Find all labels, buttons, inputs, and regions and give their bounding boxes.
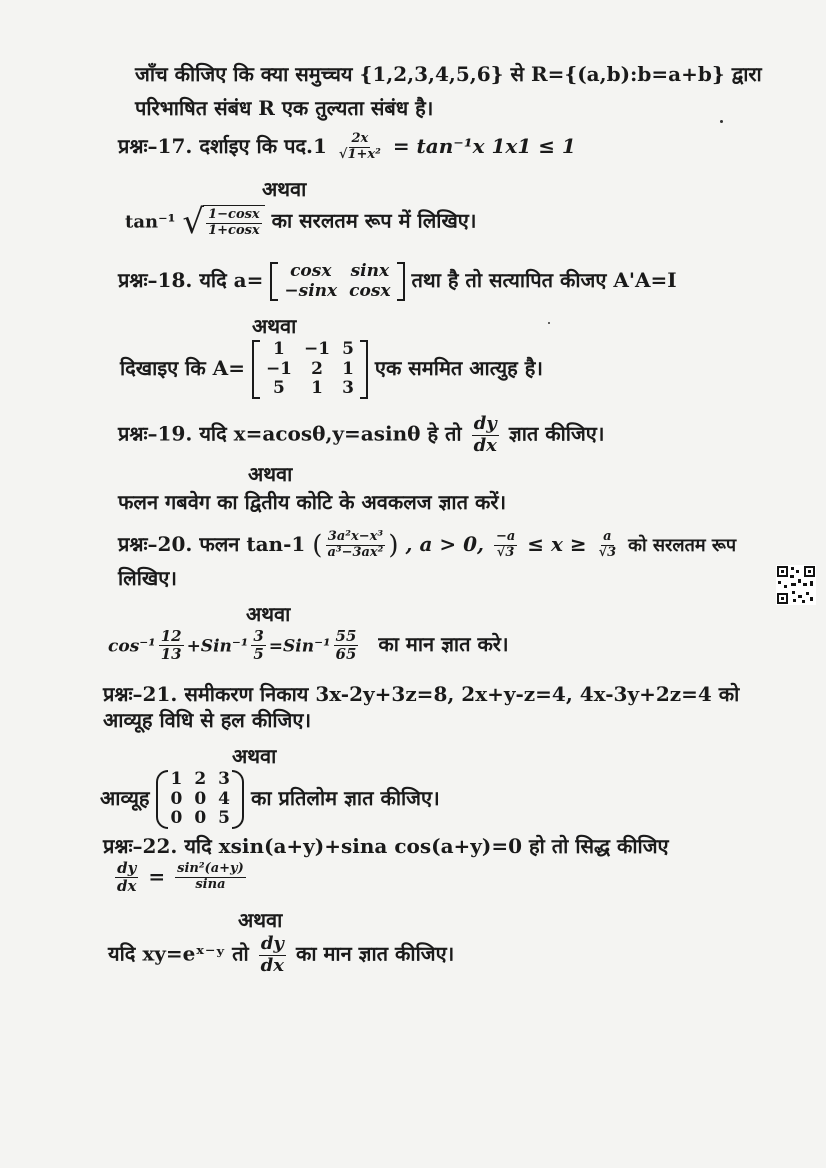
matrix-cell: 3 [218,769,230,789]
q18-or: अथवा [252,314,297,338]
q20-fraction [325,530,385,561]
q22-equals: = [148,864,166,889]
q22-lhs-num: dy [117,859,137,877]
q17-alt-fraction [206,208,262,239]
q20-alt-plus: +Sin⁻¹ [186,636,249,657]
q20-mid2: ≤ x ≥ [527,531,587,556]
q18-alt [120,340,543,399]
q17-alt-den: 1+cosx [208,222,260,238]
q17-alt [125,202,477,242]
q20-alt-f1-den: 13 [160,645,182,664]
q17-alt-pre: tan⁻¹ [125,211,176,233]
matrix-cell: 1 [170,769,183,789]
q20-fraction3 [597,530,619,561]
q17-rhs: = tan⁻¹x 1x1 ≤ 1 [392,133,576,158]
q16-line2: परिभाषित संबंध R एक तुल्यता संबंध है। [135,96,434,120]
q19-frac-num: dy [473,413,497,434]
q21-or: अथवा [232,744,277,768]
q22-eq [112,860,249,896]
q20-label: प्रश्नः–20. फलन tan-1 [118,531,306,556]
q18-post: तथा है तो सत्यापित कीजए A'A=I [411,268,677,293]
matrix-cell: −1 [304,339,331,359]
q21-line1: प्रश्नः–21. समीकरण निकाय 3x-2y+3z=8, 2x+y-z=4, 4x-3y+2z=4 को [103,682,740,706]
q20-f2-num: −a [495,529,516,544]
q21-alt-post: का प्रतिलोम ज्ञात कीजिए। [250,785,440,810]
matrix-cell: 0 [194,808,207,829]
matrix-cell: cosx [349,280,391,301]
q20-alt-cos: cos⁻¹ [108,636,156,657]
q17-question [118,132,576,163]
q17-or: अथवा [262,177,307,201]
q21-alt [100,770,440,829]
matrix-cell: −1 [265,358,293,379]
matrix-cell: 2 [194,769,207,789]
q17-alt-num: 1−cosx [208,207,260,222]
matrix-cell: −sinx [284,280,338,301]
scan-speck [720,120,723,123]
q20-alt [108,628,509,664]
qr-code-icon [776,565,816,605]
q22-alt-fraction [259,934,286,976]
matrix-cell: 3 [342,378,354,399]
q19-or: अथवा [248,462,293,486]
matrix-cell: cosx [290,261,332,281]
matrix-cell: 1 [273,339,285,359]
q22-alt-post: का मान ज्ञात कीजिए। [295,941,455,966]
q19-label: प्रश्नः–19. यदि x=acosθ,y=asinθ हे तो [118,421,462,446]
q22-line1: प्रश्नः–22. यदि xsin(a+y)+sina cos(a+y)=0 हो तो सिद्ध कीजिए [103,834,669,858]
q22-or: अथवा [238,908,283,932]
matrix-cell: 1 [311,378,323,399]
q19-post: ज्ञात कीजिए। [508,421,605,446]
q22-rhs-num: sin²(a+y) [177,861,244,877]
q17-frac-den: √1+x² [338,146,381,162]
q21-alt-matrix [156,770,244,829]
scan-speck [548,322,550,324]
q17-alt-post: का सरलतम रूप में लिखिए। [271,208,477,233]
q20-alt-f1-num: 12 [160,627,182,645]
q19-frac-den: dx [473,434,497,456]
q20-f3-den: √3 [598,544,617,560]
matrix-cell: 4 [218,788,230,809]
matrix-cell: 0 [194,788,207,809]
q20-alt-f3 [334,628,359,664]
q20-mid: , a > 0, [405,531,484,556]
q19-alt: फलन गबवेग का द्वितीय कोटि के अवकलज ज्ञात करें। [118,490,507,514]
q18-alt-pre: दिखाइए कि A= [120,355,245,380]
q20-line2: लिखिए। [118,566,177,590]
q20-post: को सरलतम रूप [628,534,737,556]
q20-question: प्रश्नः–20. फलन tan-1 ( $\frac{\text{3a²x−x³}}{\text{a³−3ax²}}$ ) , a > 0, $\frac{-a}{√3}$ ≤ x ≥ $\frac{a}{√3}$ को सरलतम रूप [118,529,737,561]
q20-f2-den: √3 [496,544,515,560]
matrix-cell: 1 [342,358,354,379]
q18-alt-matrix [252,340,368,399]
q22-lhs-den: dx [117,877,137,896]
q21-line2: आव्यूह विधि से हल कीजिए। [103,708,312,732]
q20-alt-f2 [251,628,265,664]
q22-rhs [175,862,246,893]
q20-alt-f3-den: 65 [335,645,357,664]
q20-f3-num: a [603,529,612,544]
matrix-cell: sinx [350,261,390,281]
matrix-cell: 5 [273,378,285,399]
q20-alt-eq: =Sin⁻¹ [268,636,331,657]
q22-alt-den: dx [260,954,284,976]
q17-label: प्रश्नः–17. दर्शाइए कि पद.1 [118,133,327,158]
q20-or: अथवा [246,602,291,626]
q20-alt-f3-num: 55 [335,627,357,645]
q17-fraction [337,132,383,163]
q17-frac-num: 2x [351,131,369,146]
q18-label: प्रश्नः–18. यदि a= [118,268,264,293]
q19-question [118,414,604,456]
q22-alt [108,934,454,976]
q20-alt-f2-den: 5 [253,645,264,664]
q22-lhs [115,860,138,896]
q20-frac-den: a³−3ax² [327,544,384,560]
q22-rhs-den: sina [195,877,226,893]
q18-matrix [270,262,404,301]
q20-fraction2 [494,530,517,561]
matrix-cell: 0 [170,788,183,809]
q20-alt-post: का मान ज्ञात करे। [378,632,509,657]
q20-frac-num: 3a²x−x³ [327,529,384,544]
q18-alt-post: एक सममित आत्युह है। [374,355,543,380]
matrix-cell: 5 [218,808,230,829]
q17-sqrt [182,202,264,242]
q20-alt-f1 [159,628,184,664]
q22-alt-num: dy [260,933,284,954]
matrix-cell: 0 [170,808,183,829]
matrix-cell: 5 [342,339,354,359]
q19-fraction [472,414,499,456]
q18-question [118,262,677,301]
q22-alt-pre: यदि xy=eˣ⁻ʸ तो [108,941,249,966]
q20-alt-f2-num: 3 [253,627,264,645]
matrix-cell: 2 [311,358,323,379]
q16-line1: जाँच कीजिए कि क्या समुच्चय {1,2,3,4,5,6} से R={(a,b):b=a+b} द्वारा [135,62,762,86]
q21-alt-pre: आव्यूह [100,785,150,810]
radical-icon: √ [182,202,205,242]
